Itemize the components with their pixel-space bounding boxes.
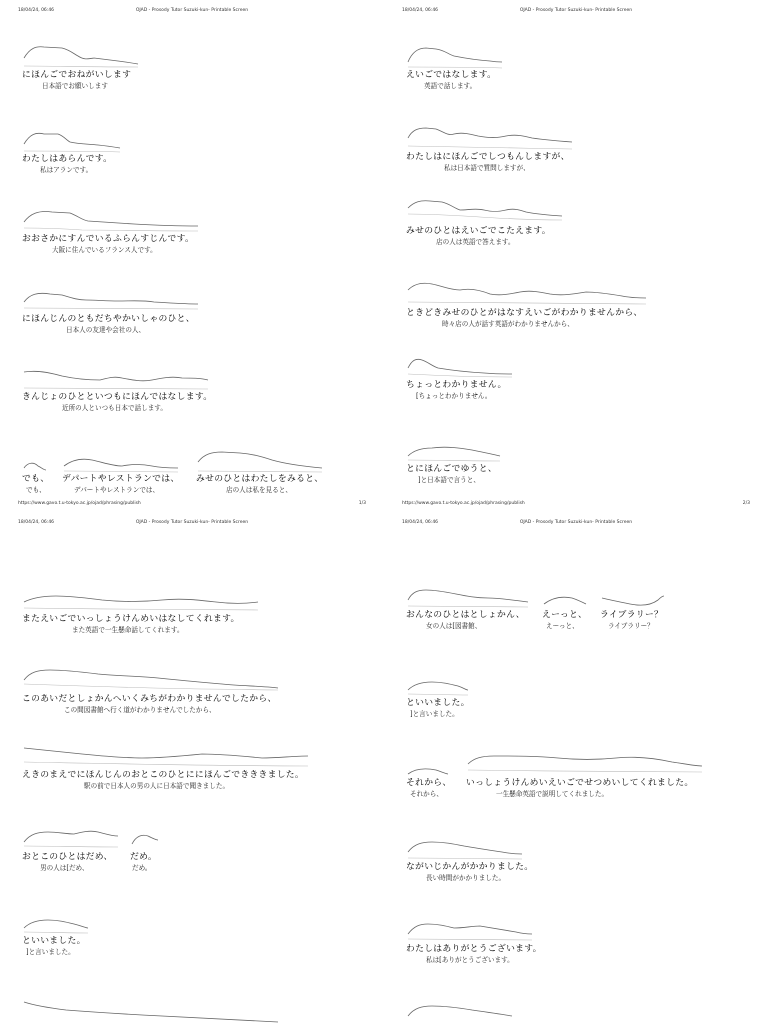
translation-text: えーっと、 — [546, 622, 579, 630]
translation-text: 店の人は英語で答えます。 — [436, 238, 515, 246]
phrase-block — [22, 740, 312, 791]
translation-text: この間図書館へ行く道がわかりませんでしたから、 — [64, 706, 216, 714]
translation-text: ]と日本語で言うと、 — [418, 476, 480, 484]
phrase-block — [406, 42, 506, 91]
translation-text: 店の人は私を見ると、 — [226, 486, 292, 494]
japanese-text: デパートやレストランでは、 — [62, 474, 180, 484]
pitch-curve — [196, 446, 326, 474]
phrase-block — [22, 914, 92, 957]
japanese-text: わたしはありがとうございます。 — [406, 944, 542, 954]
header-title: OJAD - Prosody Tutor Suzuki-kun- Printable Screen — [135, 520, 249, 525]
pitch-curve — [22, 914, 92, 936]
phrase-block — [22, 286, 202, 335]
phrase-block — [406, 676, 470, 719]
translation-text: 時々店の人が話す英語がわかりませんから、 — [442, 320, 574, 328]
phrase-block — [196, 446, 326, 495]
pitch-curve — [406, 122, 576, 152]
translation-text: ]と言いました。 — [410, 710, 459, 718]
translation-text: [ちょっとわかりません。 — [416, 392, 492, 400]
footer-url: https://www.gavo.t.u-tokyo.ac.jp/ojad/phrasing/publish — [402, 501, 525, 506]
pitch-curve — [406, 916, 536, 944]
phrase-block — [406, 764, 452, 799]
japanese-text: またえいごでいっしょうけんめいはなしてくれます。 — [22, 614, 240, 624]
pitch-curve — [466, 750, 706, 778]
pitch-curve — [22, 206, 202, 234]
pitch-curve — [406, 440, 506, 464]
pitch-curve — [22, 664, 282, 694]
pitch-curve — [22, 458, 48, 474]
header-title: OJAD - Prosody Tutor Suzuki-kun- Printable Screen — [519, 520, 633, 525]
pitch-curve — [406, 42, 506, 70]
phrase-block — [466, 750, 706, 799]
phrase-block — [62, 452, 182, 495]
japanese-text: みせのひとはわたしをみると、 — [196, 474, 324, 484]
pitch-curve — [22, 586, 262, 614]
phrase-block — [22, 664, 282, 715]
pitch-curve — [406, 676, 470, 698]
translation-text: 長い時間がかかりました。 — [426, 874, 506, 882]
japanese-text: でも、 — [22, 474, 50, 484]
pitch-curve — [406, 196, 566, 226]
pitch-curve — [542, 594, 588, 610]
phrase-block — [22, 362, 222, 413]
translation-text: 日本人の友達や会社の人、 — [66, 326, 146, 334]
translation-text: それから、 — [410, 790, 443, 798]
pitch-curve — [62, 452, 182, 474]
page-2 — [384, 0, 768, 512]
pitch-curve — [22, 286, 202, 314]
translation-text: 一生懸命英語で説明してくれました。 — [496, 790, 609, 798]
phrase-block — [406, 354, 516, 401]
phrase-block — [22, 824, 122, 873]
phrase-block — [406, 916, 542, 965]
japanese-text: おんなのひとはとしょかん、 — [406, 610, 525, 620]
header-date: 18/04/24, 06:46 — [402, 8, 439, 13]
page-number: 1/3 — [358, 501, 366, 506]
phrase-block — [22, 586, 262, 635]
japanese-text: えきのまえでにほんじんのおとこのひとににほんごできききました。 — [22, 770, 305, 780]
page-header — [0, 8, 384, 16]
pitch-curve — [22, 362, 222, 392]
translation-text: また英語で一生懸命話してくれます。 — [72, 626, 184, 634]
japanese-text: ライブラリー？ — [600, 610, 664, 620]
page-header — [384, 520, 768, 528]
japanese-text: きんじょのひとといつもにほんではなします。 — [22, 392, 213, 402]
phrase-block — [406, 122, 576, 173]
japanese-text: ながいじかんがかかりました。 — [406, 862, 534, 872]
pitch-curve — [22, 42, 142, 70]
pitch-curve — [406, 276, 650, 308]
header-title: OJAD - Prosody Tutor Suzuki-kun- Printable Screen — [135, 8, 249, 13]
phrase-block — [406, 196, 566, 247]
translation-text: でも、 — [26, 486, 46, 494]
translation-text: 近所の人といつも日本で話します。 — [62, 404, 167, 412]
pitch-curve — [600, 592, 666, 610]
pitch-curve — [406, 1000, 516, 1024]
translation-text: 私は[ありがとうございます。 — [426, 956, 514, 964]
japanese-text: といいました。 — [406, 698, 470, 708]
translation-text: 日本語でお願いします — [42, 82, 108, 90]
translation-text: ライブラリー？ — [608, 622, 654, 630]
page-4 — [384, 512, 768, 1024]
japanese-text: おとこのひとはだめ、 — [22, 852, 113, 862]
japanese-text: いっしょうけんめいえいごでせつめいしてくれました。 — [466, 778, 694, 788]
pitch-curve — [406, 836, 526, 862]
phrase-block — [542, 594, 588, 631]
translation-text: 私は日本語で質問しますが、 — [444, 164, 530, 172]
phrase-block — [406, 836, 533, 883]
pitch-curve — [22, 740, 312, 770]
header-date: 18/04/24, 06:46 — [18, 520, 55, 525]
page-1 — [0, 0, 384, 512]
phrase-block — [22, 206, 202, 255]
translation-text: 男の人は[だめ、 — [40, 864, 89, 872]
header-title: OJAD - Prosody Tutor Suzuki-kun- Printable Screen — [519, 8, 633, 13]
japanese-text: ちょっとわかりません。 — [406, 380, 507, 390]
phrase-block — [406, 582, 532, 631]
pitch-curve — [406, 582, 532, 610]
japanese-text: だめ。 — [130, 852, 157, 862]
translation-text: だめ。 — [132, 864, 152, 872]
page-header — [0, 520, 384, 528]
japanese-text: にほんごでおねがいします — [22, 70, 132, 80]
japanese-text: このあいだとしょかんへいくみちがわかりませんでしたから、 — [22, 694, 277, 704]
pitch-curve — [22, 126, 122, 154]
translation-text: デパートやレストランでは、 — [74, 486, 160, 494]
pitch-curve-partial — [22, 996, 282, 1024]
japanese-text: ときどきみせのひとがはなすえいごがわかりませんから、 — [406, 308, 643, 318]
page-header — [384, 8, 768, 16]
translation-text: 大阪に住んでいるフランス人です。 — [52, 246, 157, 254]
pitch-curve-partial — [406, 1000, 516, 1024]
pitch-curve — [130, 828, 160, 852]
pitch-curve — [406, 354, 516, 380]
japanese-text: それから、 — [406, 778, 452, 788]
japanese-text: わたしはあらんです。 — [22, 154, 113, 164]
pitch-curve — [22, 996, 282, 1024]
translation-text: ]と言いました。 — [26, 948, 75, 956]
pitch-curve — [22, 824, 122, 852]
phrase-block — [130, 828, 160, 873]
japanese-text: わたしはにほんごでしつもんしますが、 — [406, 152, 570, 162]
japanese-text: といいました。 — [22, 936, 86, 946]
japanese-text: みせのひとはえいごでこたえます。 — [406, 226, 551, 236]
phrase-block — [22, 126, 122, 175]
page-footer — [0, 501, 384, 509]
translation-text: 女の人は[図書館、 — [426, 622, 482, 630]
japanese-text: おおさかにすんでいるふらんすじんです。 — [22, 234, 195, 244]
japanese-text: えいごではなします。 — [406, 70, 497, 80]
phrase-block — [22, 42, 142, 91]
translation-text: 英語で話します。 — [424, 82, 477, 90]
page-footer — [384, 501, 768, 509]
header-date: 18/04/24, 06:46 — [402, 520, 439, 525]
phrase-block — [406, 276, 650, 329]
footer-url: https://www.gavo.t.u-tokyo.ac.jp/ojad/phrasing/publish — [18, 501, 141, 506]
page-3 — [0, 512, 384, 1024]
phrase-block — [406, 440, 506, 485]
phrase-block — [600, 592, 666, 631]
pitch-curve — [406, 764, 450, 778]
japanese-text: えーっと、 — [542, 610, 588, 620]
page-number: 2/3 — [742, 501, 750, 506]
translation-text: 駅の前で日本人の男の人に日本語で聞きました。 — [84, 782, 230, 790]
header-date: 18/04/24, 06:46 — [18, 8, 55, 13]
translation-text: 私はアランです。 — [40, 166, 93, 174]
japanese-text: とにほんごでゆうと、 — [406, 464, 497, 474]
phrase-block — [22, 458, 49, 495]
japanese-text: にほんじんのともだちやかいしゃのひと、 — [22, 314, 195, 324]
